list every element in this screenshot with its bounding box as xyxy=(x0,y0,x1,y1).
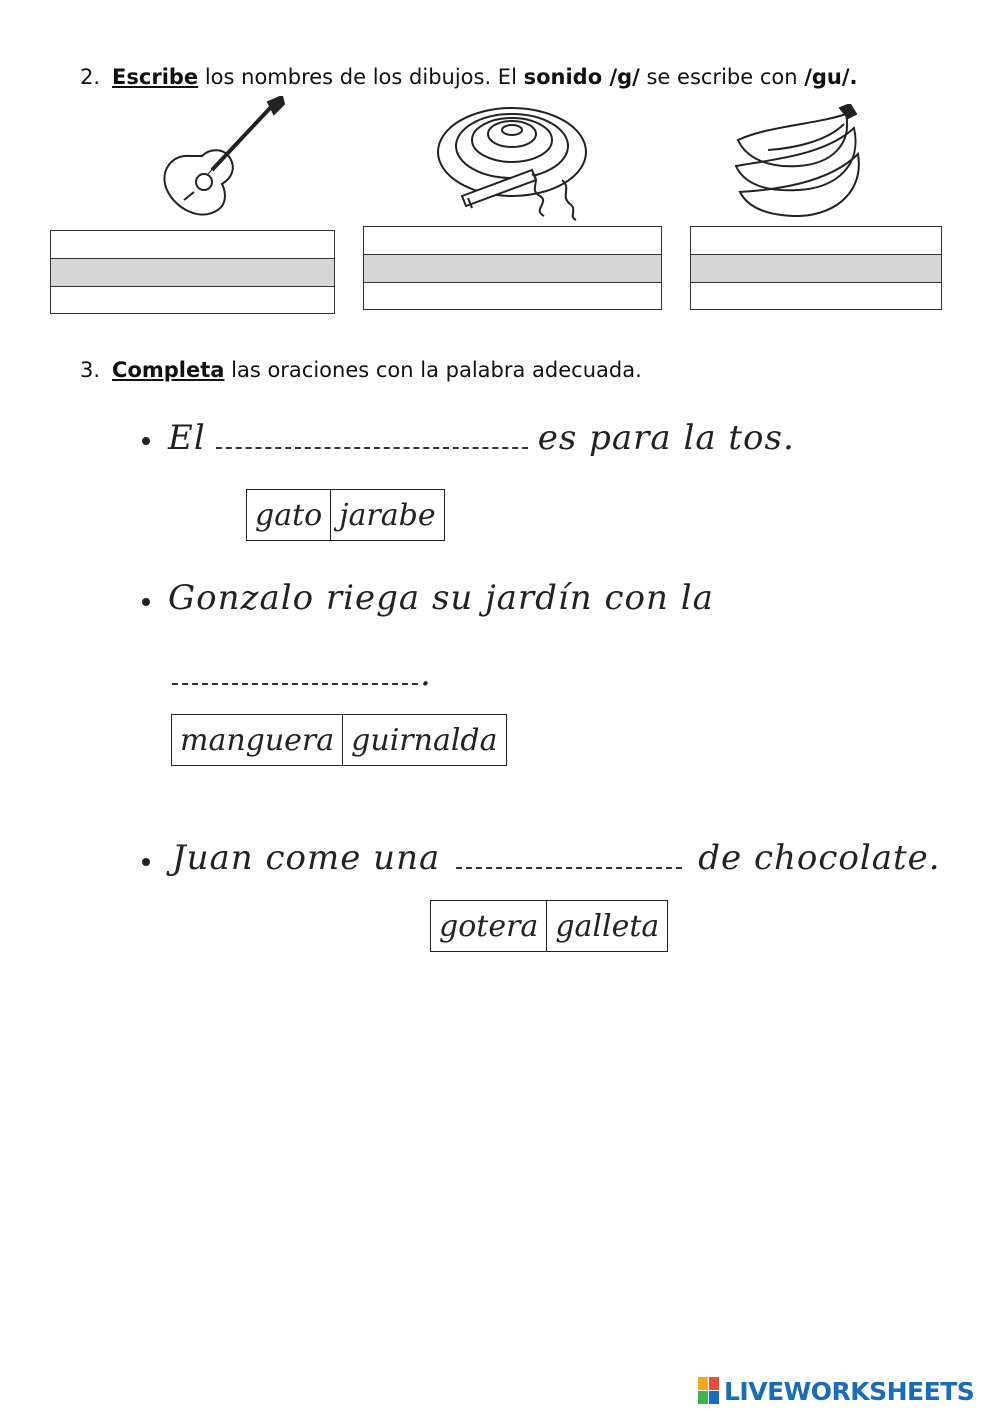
answer-box-guitar[interactable] xyxy=(50,230,335,314)
sentence-text: El xyxy=(168,418,206,458)
sentence-text: . xyxy=(420,654,432,694)
sentence-2-line-2 xyxy=(168,654,432,694)
hose-icon xyxy=(432,100,602,222)
sentence-3 xyxy=(172,838,941,878)
liveworksheets-logo xyxy=(698,1376,974,1406)
exercise-number: 3. xyxy=(80,358,101,382)
sentence-text: es para la tos. xyxy=(537,418,795,458)
option-word[interactable]: galleta xyxy=(555,908,660,944)
bananas-icon xyxy=(728,104,868,220)
instruction-text: se escribe con xyxy=(639,65,805,89)
instruction-keyword: Escribe xyxy=(112,65,199,89)
answer-box-hose[interactable] xyxy=(363,226,662,310)
answer-box-bananas[interactable] xyxy=(690,226,942,310)
sentence-text: Gonzalo riega su jardín con la xyxy=(168,578,714,618)
instruction-keyword: Completa xyxy=(112,358,225,382)
exercise-number: 2. xyxy=(80,65,101,89)
sentence-text: Juan come una xyxy=(172,838,441,878)
option-word[interactable]: manguera xyxy=(172,715,343,765)
sentence-text: de chocolate. xyxy=(698,838,941,878)
option-word[interactable]: guirnalda xyxy=(351,722,498,758)
option-word[interactable]: gato xyxy=(247,490,331,540)
sentence-blank[interactable] xyxy=(456,861,682,869)
exercise-2-instruction xyxy=(80,64,858,90)
bullet xyxy=(142,598,150,606)
sentence-blank[interactable] xyxy=(216,441,528,449)
options-3 xyxy=(430,900,668,952)
bullet xyxy=(142,437,150,445)
options-2 xyxy=(171,714,507,766)
bullet xyxy=(142,858,150,866)
logo-mark-icon xyxy=(698,1377,720,1405)
guitar-icon xyxy=(150,96,290,226)
option-word[interactable]: jarabe xyxy=(339,497,436,533)
sentence-blank[interactable] xyxy=(172,677,418,685)
sentence-2-line-1 xyxy=(168,578,714,618)
instruction-text: los nombres de los dibujos. El xyxy=(198,65,524,89)
options-1 xyxy=(246,489,445,541)
sentence-1 xyxy=(168,418,795,458)
instruction-bold: sonido /g/ xyxy=(523,65,640,89)
brand-name: LIVEWORKSHEETS xyxy=(724,1376,975,1406)
exercise-3-instruction xyxy=(80,357,642,383)
option-word[interactable]: gotera xyxy=(431,901,547,951)
instruction-text: las oraciones con la palabra adecuada. xyxy=(224,358,642,382)
instruction-bold: /gu/. xyxy=(804,65,858,89)
